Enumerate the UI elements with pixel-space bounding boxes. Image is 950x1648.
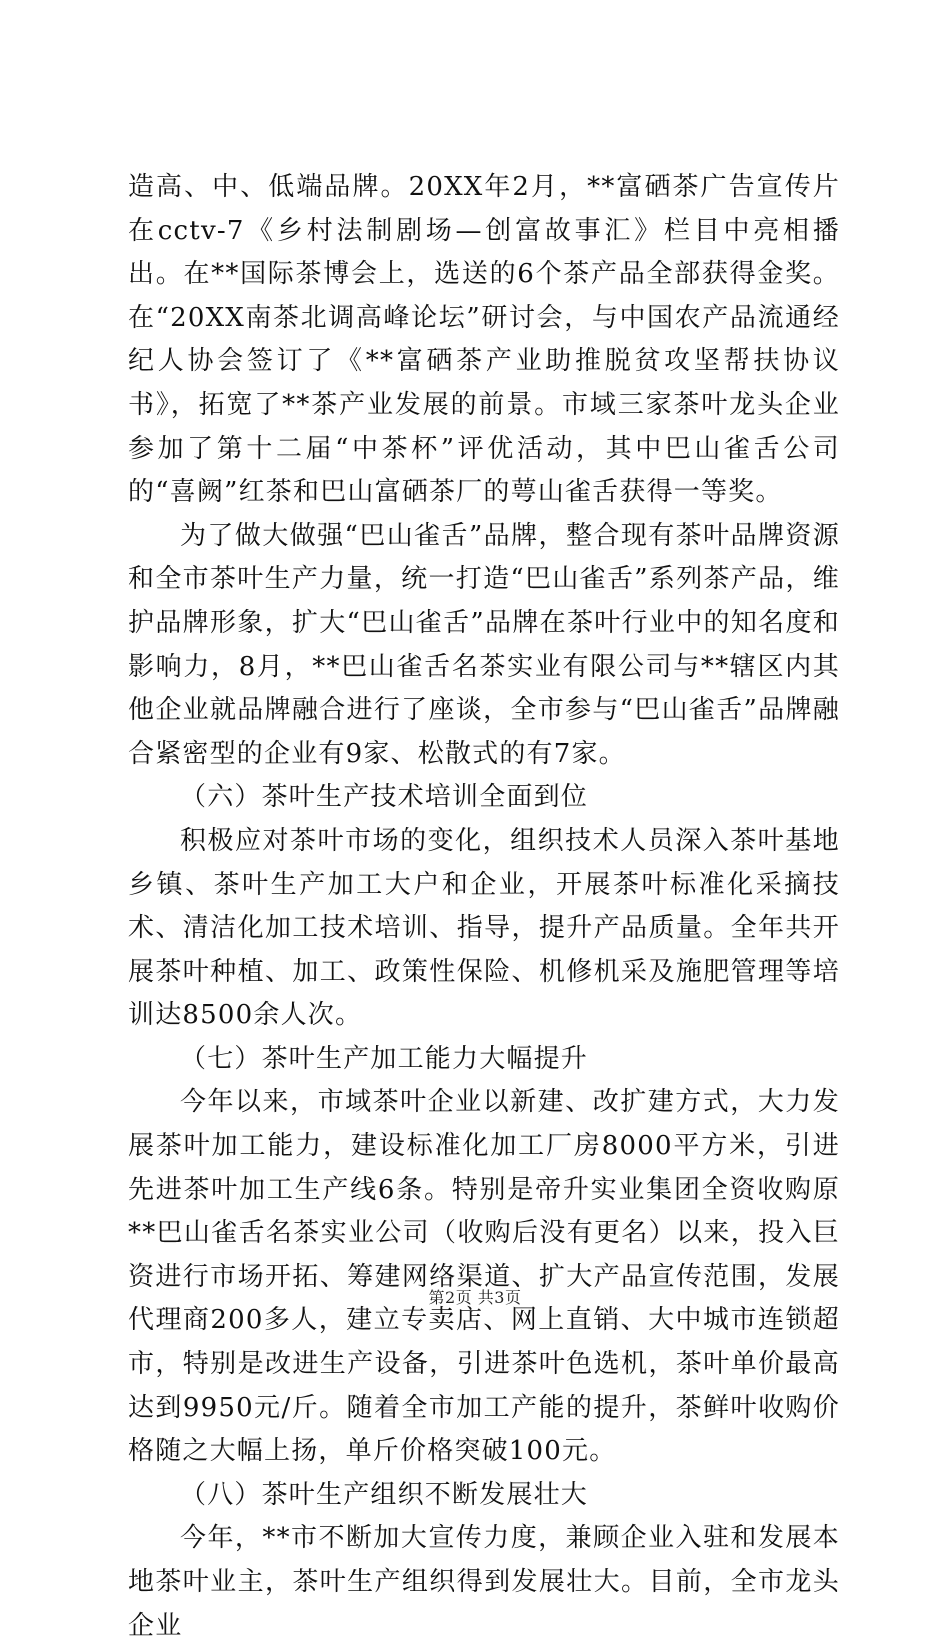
paragraph-technical-training: 积极应对茶叶市场的变化，组织技术人员深入茶叶基地乡镇、茶叶生产加工大户和企业，开展茶叶标准化采摘技术、清洁化加工技术培训、指导，提升产品质量。全年共开展茶叶种植、加工、政策性保险、机修机采及施肥管理等培训达8500余人次。: [128, 825, 840, 1031]
paragraph-processing-capacity: 今年以来，市域茶叶企业以新建、改扩建方式，大力发展茶叶加工能力，建设标准化加工厂房8000平方米，引进先进茶叶加工生产线6条。特别是帝升实业集团全资收购原**巴山雀舌名茶实业公司（收购后没有更名）以来，投入巨资进行市场开拓、筹建网络渠道、扩大产品宣传范围，发展代理商200多人，建立专卖店、网上直销、大中城市连锁超市，特别是改进生产设备，引进茶叶色选机，茶叶单价最高达到9950元/斤。随着全市加工产能的提升，茶鲜叶收购价格随之大幅上扬，单斤价格突破100元。: [128, 1087, 840, 1467]
paragraph-organization-growth: 今年，**市不断加大宣传力度，兼顾企业入驻和发展本地茶叶业主，茶叶生产组织得到发展壮大。目前，全市龙头企业: [128, 1523, 840, 1641]
section-heading-six: （六）茶叶生产技术培训全面到位: [180, 782, 589, 813]
document-body: [128, 166, 840, 1648]
section-heading-seven: （七）茶叶生产加工能力大幅提升: [180, 1043, 589, 1074]
section-heading-eight: （八）茶叶生产组织不断发展壮大: [180, 1479, 589, 1510]
paragraph-brand-integration: 为了做大做强“巴山雀舌”品牌，整合现有茶叶品牌资源和全市茶叶生产力量，统一打造“巴山雀舌”系列茶产品，维护品牌形象，扩大“巴山雀舌”品牌在茶叶行业中的知名度和影响力，8月，**巴山雀舌名茶实业有限公司与**辖区内其他企业就品牌融合进行了座谈，全市参与“巴山雀舌”品牌融合紧密型的企业有9家、松散式的有7家。: [128, 520, 840, 769]
paragraph-continuation: 造高、中、低端品牌。20XX年2月，**富硒茶广告宣传片在cctv-7《乡村法制剧场—创富故事汇》栏目中亮相播出。在**国际茶博会上，选送的6个茶产品全部获得金奖。在“20XX南茶北调高峰论坛”研讨会，与中国农产品流通经纪人协会签订了《**富硒茶产业助推脱贫攻坚帮扶协议书》，拓宽了**茶产业发展的前景。市域三家茶叶龙头企业参加了第十二届“中茶杯”评优活动，其中巴山雀舌公司的“喜阙”红茶和巴山富硒茶厂的萼山雀舌获得一等奖。: [128, 172, 840, 508]
page-footer: 第2页 共3页: [428, 1288, 522, 1307]
